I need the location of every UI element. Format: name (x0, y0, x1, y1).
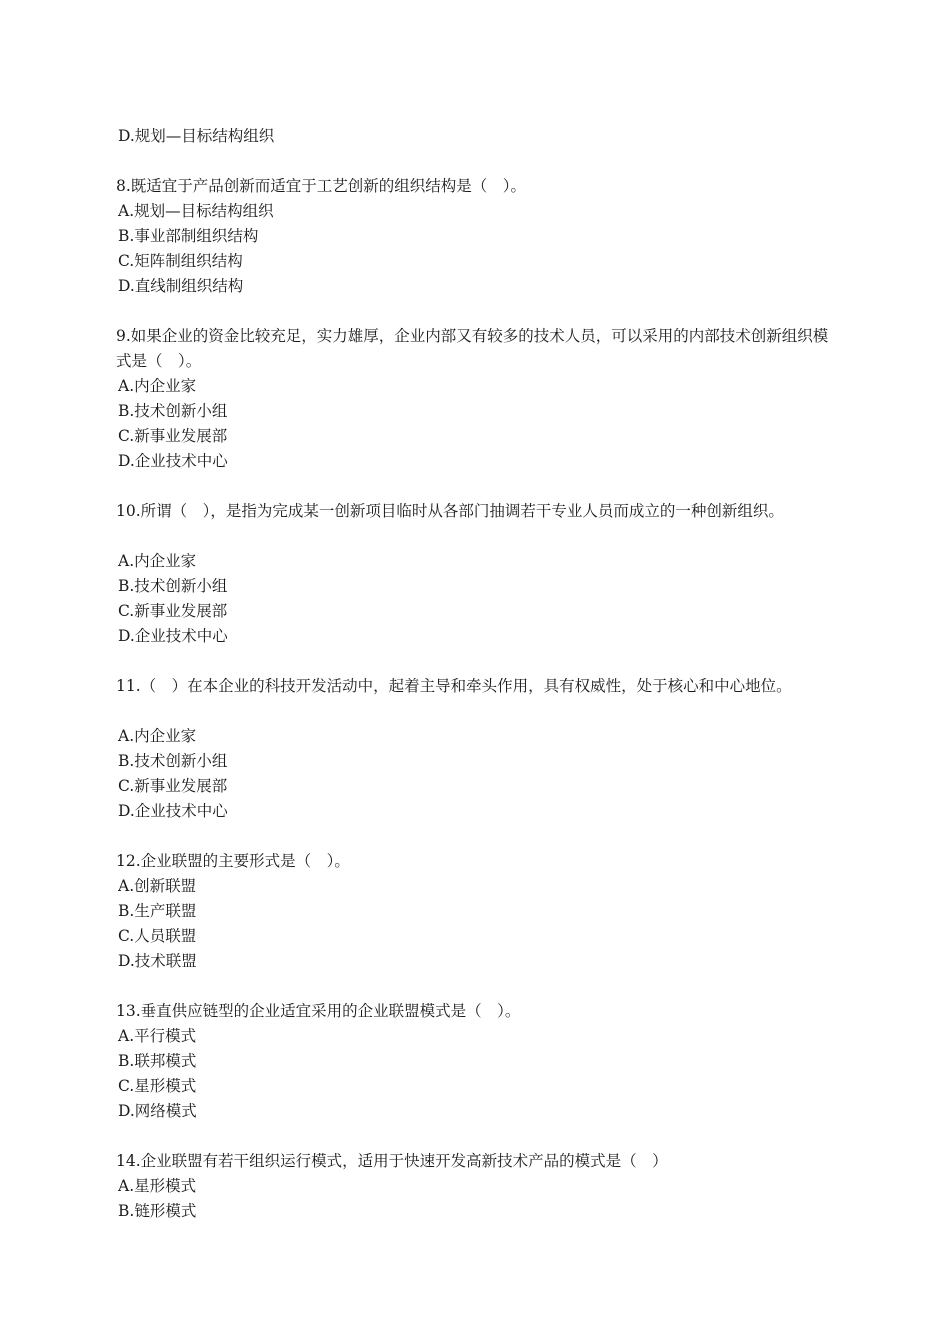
question-14 (116, 1149, 836, 1224)
spacer (116, 474, 836, 499)
option-c: C.星形模式 (118, 1077, 197, 1095)
question-9 (116, 324, 836, 474)
spacer (116, 824, 836, 849)
option-a: A.规划—目标结构组织 (118, 202, 274, 220)
question-13 (116, 999, 836, 1124)
spacer (116, 1124, 836, 1149)
option-c: C.新事业发展部 (118, 427, 228, 445)
option-b: B.技术创新小组 (118, 752, 228, 770)
option-c: C.新事业发展部 (118, 602, 228, 620)
option-a: A.平行模式 (118, 1027, 197, 1045)
question-11 (116, 674, 836, 824)
question-10 (116, 499, 836, 649)
option-b: B.生产联盟 (118, 902, 197, 920)
spacer (116, 649, 836, 674)
question-8 (116, 174, 836, 299)
spacer (116, 149, 836, 174)
option-c: C.人员联盟 (118, 927, 197, 945)
question-stem: 10.所谓（ ），是指为完成某一创新项目临时从各部门抽调若干专业人员而成立的一种创新组织。 (116, 502, 784, 520)
option-a: A.星形模式 (118, 1177, 197, 1195)
option-d: D.直线制组织结构 (118, 277, 244, 295)
spacer (116, 699, 836, 724)
option-b: B.联邦模式 (118, 1052, 197, 1070)
option-c: C.矩阵制组织结构 (118, 252, 243, 270)
option-b: B.技术创新小组 (118, 402, 228, 420)
option-a: A.内企业家 (118, 552, 197, 570)
question-12 (116, 849, 836, 974)
option-d: D.网络模式 (118, 1102, 197, 1120)
option-d: D.企业技术中心 (118, 802, 228, 820)
document-body (116, 124, 836, 1224)
option-b: B.技术创新小组 (118, 577, 228, 595)
spacer (116, 524, 836, 549)
option-d: D.企业技术中心 (118, 627, 228, 645)
option-b: B.事业部制组织结构 (118, 227, 259, 245)
question-stem: 11.（ ）在本企业的科技开发活动中，起着主导和牵头作用，具有权威性，处于核心和中心地位。 (116, 677, 792, 695)
option-a: A.内企业家 (118, 377, 197, 395)
option-d: D.企业技术中心 (118, 452, 228, 470)
option-a: A.创新联盟 (118, 877, 197, 895)
option-c: C.新事业发展部 (118, 777, 228, 795)
question-stem: 8.既适宜于产品创新而适宜于工艺创新的组织结构是（ ）。 (116, 177, 527, 195)
spacer (116, 299, 836, 324)
option-d: D.技术联盟 (118, 952, 197, 970)
spacer (116, 974, 836, 999)
question-stem: 13.垂直供应链型的企业适宜采用的企业联盟模式是（ ）。 (116, 1002, 521, 1020)
question-stem: 12.企业联盟的主要形式是（ ）。 (116, 852, 350, 870)
option-a: A.内企业家 (118, 727, 197, 745)
question-stem: 9.如果企业的资金比较充足，实力雄厚，企业内部又有较多的技术人员，可以采用的内部技术创新组织模式是（ ）。 (116, 327, 829, 370)
carryover-option-d: D.规划—目标结构组织 (118, 127, 275, 145)
option-b: B.链形模式 (118, 1202, 197, 1220)
question-stem: 14.企业联盟有若干组织运行模式，适用于快速开发高新技术产品的模式是（ ） (116, 1152, 668, 1170)
